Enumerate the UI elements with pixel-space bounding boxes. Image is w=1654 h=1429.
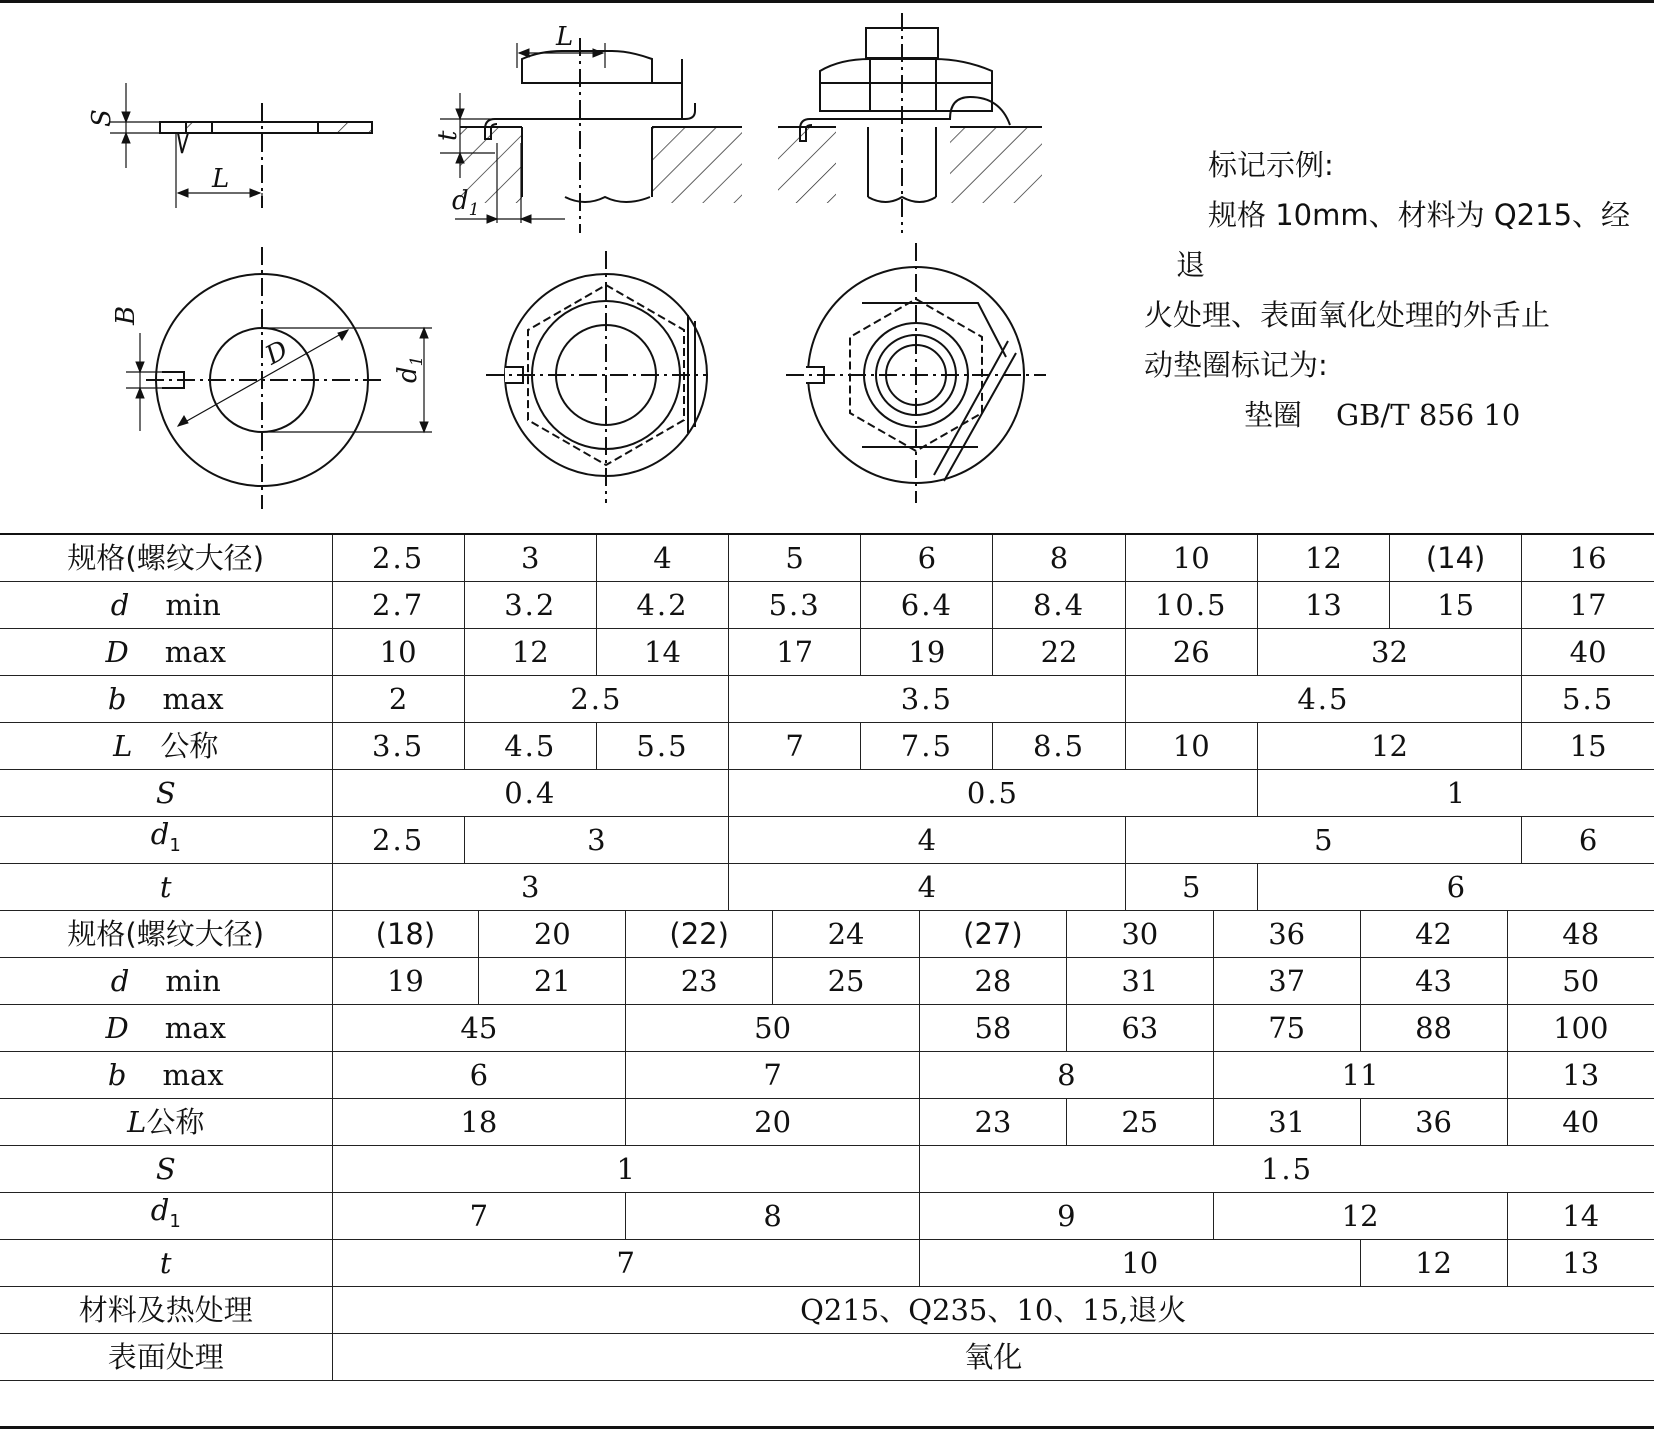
table-cell: 15 xyxy=(1390,582,1522,629)
table-cell: 37 xyxy=(1213,958,1360,1005)
table-cell: 20 xyxy=(479,911,626,958)
table-row-d-min-1 xyxy=(0,582,1654,629)
table-cell: 3 xyxy=(464,534,596,582)
table-cell: 10 xyxy=(1125,534,1257,582)
label-d1-plan: $d_1$ xyxy=(393,355,427,383)
table-cell: 6 xyxy=(861,534,993,582)
row-label-t: t xyxy=(0,1240,332,1287)
table-row-t-1 xyxy=(0,864,1654,911)
row-label-b-max: b max xyxy=(0,676,332,723)
row-label-D-max: D max xyxy=(0,629,332,676)
table-cell: 22 xyxy=(993,629,1125,676)
table-cell: 9 xyxy=(920,1193,1214,1240)
table-cell: 13 xyxy=(1507,1240,1654,1287)
table-cell: 36 xyxy=(1360,1099,1507,1146)
table-cell: 58 xyxy=(920,1005,1067,1052)
table-cell: 3 xyxy=(464,817,728,864)
table-cell: 42 xyxy=(1360,911,1507,958)
washer-plan-view xyxy=(126,247,432,509)
marking-example-code: GB/T 856 10 xyxy=(1336,398,1521,432)
table-cell: 10 xyxy=(920,1240,1361,1287)
table-row-d1-2 xyxy=(0,1193,1654,1240)
row-label-spec: 规格(螺纹大径) xyxy=(0,911,332,958)
table-cell: 26 xyxy=(1125,629,1257,676)
assembled-washer-section xyxy=(778,13,1042,233)
table-cell: 20 xyxy=(626,1099,920,1146)
marking-heading: 标记示例: xyxy=(1208,148,1334,182)
label-t: t xyxy=(433,130,463,141)
table-cell: 7 xyxy=(332,1193,626,1240)
table-cell: 2 xyxy=(332,676,464,723)
label-d1: $d_1$ xyxy=(452,186,480,220)
table-cell: 4.2 xyxy=(596,582,728,629)
row-label-S: S xyxy=(0,1146,332,1193)
table-row-t-2 xyxy=(0,1240,1654,1287)
table-cell: 8.5 xyxy=(993,723,1125,770)
table-cell: 19 xyxy=(861,629,993,676)
table-cell: 2.5 xyxy=(332,534,464,582)
table-cell: 2.5 xyxy=(332,817,464,864)
washer-side-view xyxy=(110,83,372,208)
table-cell: 24 xyxy=(773,911,920,958)
row-label-d1: $d_1$ xyxy=(0,817,332,864)
table-cell: 6 xyxy=(1522,817,1654,864)
table-row-D-max-1 xyxy=(0,629,1654,676)
table-cell: 31 xyxy=(1213,1099,1360,1146)
table-row-L-nominal-1 xyxy=(0,723,1654,770)
table-cell: 1.5 xyxy=(920,1146,1654,1193)
washer-with-nut-section xyxy=(440,38,742,233)
table-cell: 63 xyxy=(1066,1005,1213,1052)
row-label-L-nominal: L 公称 xyxy=(0,723,332,770)
table-cell: 12 xyxy=(1213,1193,1507,1240)
table-row-d-min-2 xyxy=(0,958,1654,1005)
row-label-d-min: d min xyxy=(0,582,332,629)
marking-example xyxy=(1144,140,1646,440)
washer-nut-plan-view xyxy=(486,251,708,503)
table-cell: 10 xyxy=(332,629,464,676)
row-label-spec: 规格(螺纹大径) xyxy=(0,534,332,582)
assembled-plan-view xyxy=(786,243,1046,503)
table-cell: 8 xyxy=(993,534,1125,582)
row-label-b-max: b max xyxy=(0,1052,332,1099)
table-cell: 50 xyxy=(1507,958,1654,1005)
table-cell: 10 xyxy=(1125,723,1257,770)
row-label-D-max: D max xyxy=(0,1005,332,1052)
table-cell: 48 xyxy=(1507,911,1654,958)
table-cell: 5 xyxy=(1125,864,1257,911)
table-cell: 23 xyxy=(920,1099,1067,1146)
table-cell: 5.3 xyxy=(729,582,861,629)
table-cell: 5.5 xyxy=(1522,676,1654,723)
table-cell: 75 xyxy=(1213,1005,1360,1052)
table-row-spec-2 xyxy=(0,911,1654,958)
label-S: S xyxy=(87,109,117,127)
table-cell: (27) xyxy=(920,911,1067,958)
table-row-surface xyxy=(0,1334,1654,1381)
table-cell: 4.5 xyxy=(1125,676,1522,723)
table-cell: 2.5 xyxy=(464,676,728,723)
table-cell: 12 xyxy=(1360,1240,1507,1287)
table-cell: 11 xyxy=(1213,1052,1507,1099)
table-cell: 4.5 xyxy=(464,723,596,770)
table-cell: 5.5 xyxy=(596,723,728,770)
table-cell: 28 xyxy=(920,958,1067,1005)
table-cell: 6.4 xyxy=(861,582,993,629)
table-cell: (18) xyxy=(332,911,479,958)
table-cell: 10.5 xyxy=(1125,582,1257,629)
table-cell: 1 xyxy=(332,1146,920,1193)
table-cell: 31 xyxy=(1066,958,1213,1005)
marking-example-line xyxy=(1176,390,1646,440)
label-L-side: L xyxy=(212,164,230,194)
table-cell: 21 xyxy=(479,958,626,1005)
surface-value: 氧化 xyxy=(332,1334,1654,1381)
row-label-t: t xyxy=(0,864,332,911)
table-cell: 8.4 xyxy=(993,582,1125,629)
table-cell: 7 xyxy=(626,1052,920,1099)
table-row-b-max-1 xyxy=(0,676,1654,723)
table-cell: 3.2 xyxy=(464,582,596,629)
table-cell: 7 xyxy=(332,1240,920,1287)
marking-line-1: 规格 10mm、材料为 Q215、经退 xyxy=(1176,198,1631,282)
table-cell: 8 xyxy=(920,1052,1214,1099)
table-cell: 6 xyxy=(332,1052,626,1099)
table-cell: (14) xyxy=(1390,534,1522,582)
label-L-top: L xyxy=(556,22,574,52)
table-cell: 5 xyxy=(1125,817,1522,864)
table-row-d1-1 xyxy=(0,817,1654,864)
row-label-material: 材料及热处理 xyxy=(0,1287,332,1334)
table-cell: 30 xyxy=(1066,911,1213,958)
table-cell: 2.7 xyxy=(332,582,464,629)
table-cell: 16 xyxy=(1522,534,1654,582)
table-cell: 0.4 xyxy=(332,770,729,817)
table-cell: 50 xyxy=(626,1005,920,1052)
table-cell: 6 xyxy=(1257,864,1654,911)
row-label-d1: $d_1$ xyxy=(0,1193,332,1240)
table-cell: 14 xyxy=(1507,1193,1654,1240)
table-cell: 40 xyxy=(1507,1099,1654,1146)
table-cell: 3 xyxy=(332,864,729,911)
table-row-S-1 xyxy=(0,770,1654,817)
table-cell: 5 xyxy=(729,534,861,582)
table-cell: 1 xyxy=(1257,770,1654,817)
table-cell: 14 xyxy=(596,629,728,676)
table-cell: 12 xyxy=(1257,723,1521,770)
table-cell: 4 xyxy=(596,534,728,582)
table-cell: 0.5 xyxy=(729,770,1258,817)
table-cell: 7.5 xyxy=(861,723,993,770)
table-cell: 4 xyxy=(729,817,1126,864)
table-row-D-max-2 xyxy=(0,1005,1654,1052)
table-row-material xyxy=(0,1287,1654,1334)
marking-example-word: 垫圈 xyxy=(1244,398,1303,432)
row-label-S: S xyxy=(0,770,332,817)
table-cell: 7 xyxy=(729,723,861,770)
table-cell: 18 xyxy=(332,1099,626,1146)
row-label-L-nominal: L公称 xyxy=(0,1099,332,1146)
table-cell: 40 xyxy=(1522,629,1654,676)
table-cell: 15 xyxy=(1522,723,1654,770)
label-D: D xyxy=(260,335,294,372)
row-label-d-min: d min xyxy=(0,958,332,1005)
washer-spec-table xyxy=(0,533,1654,1381)
marking-line-2: 火处理、表面氧化处理的外舌止 xyxy=(1144,298,1551,332)
table-cell: 3.5 xyxy=(729,676,1126,723)
row-label-surface: 表面处理 xyxy=(0,1334,332,1381)
table-row-spec-1 xyxy=(0,534,1654,582)
marking-line-3: 动垫圈标记为: xyxy=(1144,348,1328,382)
table-cell: 43 xyxy=(1360,958,1507,1005)
table-cell: 25 xyxy=(1066,1099,1213,1146)
table-row-S-2 xyxy=(0,1146,1654,1193)
table-cell: 100 xyxy=(1507,1005,1654,1052)
table-cell: 4 xyxy=(729,864,1126,911)
table-cell: 32 xyxy=(1257,629,1521,676)
table-cell: (22) xyxy=(626,911,773,958)
table-row-L-nominal-2 xyxy=(0,1099,1654,1146)
table-cell: 45 xyxy=(332,1005,626,1052)
table-cell: 12 xyxy=(464,629,596,676)
table-cell: 3.5 xyxy=(332,723,464,770)
table-cell: 25 xyxy=(773,958,920,1005)
table-cell: 23 xyxy=(626,958,773,1005)
table-cell: 17 xyxy=(729,629,861,676)
table-row-b-max-2 xyxy=(0,1052,1654,1099)
label-B: B xyxy=(111,305,141,325)
table-cell: 19 xyxy=(332,958,479,1005)
table-cell: 13 xyxy=(1257,582,1389,629)
table-cell: 12 xyxy=(1257,534,1389,582)
table-cell: 88 xyxy=(1360,1005,1507,1052)
table-cell: 17 xyxy=(1522,582,1654,629)
material-value: Q215、Q235、10、15,退火 xyxy=(332,1287,1654,1334)
table-cell: 36 xyxy=(1213,911,1360,958)
table-cell: 8 xyxy=(626,1193,920,1240)
table-cell: 13 xyxy=(1507,1052,1654,1099)
